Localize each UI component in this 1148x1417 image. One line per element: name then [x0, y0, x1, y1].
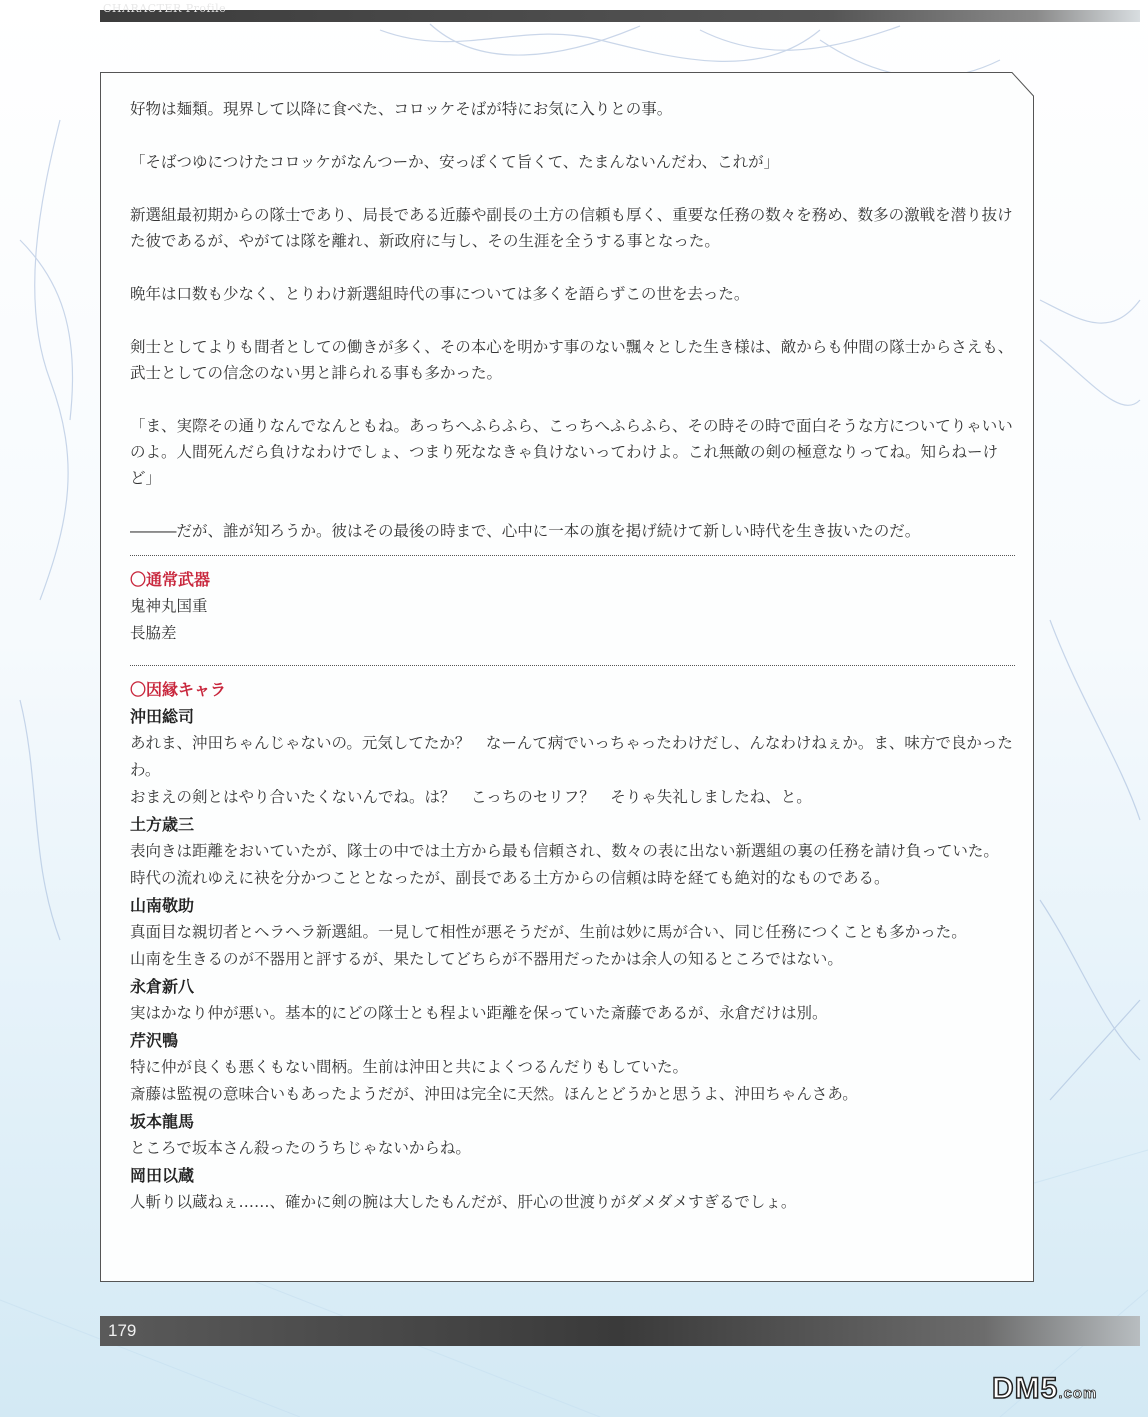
body-paragraph: ―――だが、誰が知ろうか。彼はその最後の時まで、心中に一本の旗を掲げ続けて新しい時代を生き抜いたのだ。 [130, 522, 921, 540]
character-text: 斎藤は監視の意味合いもあったようだが、沖田は完全に天然。ほんとどうかと思うよ、沖田ちゃんさあ。 [130, 1085, 858, 1103]
profile-content [130, 96, 1015, 1216]
body-paragraph: 新選組最初期からの隊士であり、局長である近藤や副長の土方の信頼も厚く、重要な任務の数々を務め、数多の激戦を潜り抜けた彼であるが、やがては隊を離れ、新政府に与し、その生涯を全うする事となった。 [130, 206, 1013, 250]
character-name: 土方歳三 [130, 815, 195, 834]
footer-bar [100, 1316, 1140, 1346]
weapon-item: 長脇差 [130, 624, 177, 642]
character-name: 山南敬助 [130, 896, 195, 915]
character-text: 表向きは距離をおいていたが、隊士の中では土方から最も信頼され、数々の表に出ない新選組の裏の任務を請け負っていた。 [130, 842, 999, 860]
watermark-text: DM5 [992, 1372, 1059, 1405]
character-name: 芹沢鴨 [130, 1031, 179, 1050]
character-name: 永倉新八 [130, 977, 195, 996]
dotted-divider [130, 665, 1015, 666]
site-watermark [992, 1372, 1097, 1411]
page-number: 179 [108, 1321, 137, 1340]
character-text: 特に仲が良くも悪くもない間柄。生前は沖田と共によくつるんだりもしていた。 [130, 1058, 689, 1076]
character-name: 坂本龍馬 [130, 1112, 195, 1131]
section-label: CHARACTER Profile [103, 3, 227, 13]
character-text: 時代の流れゆえに袂を分かつこととなったが、副長である土方からの信頼は時を経ても絶対的なものである。 [130, 869, 890, 887]
weapons-heading: 〇通常武器 [130, 570, 211, 589]
character-name: 岡田以蔵 [130, 1166, 195, 1185]
weapon-item: 鬼神丸国重 [130, 597, 208, 615]
character-text: 真面目な親切者とヘラヘラ新選組。一見して相性が悪そうだが、生前は妙に馬が合い、同じ任務につくことも多かった。 [130, 923, 967, 941]
relations-heading: 〇因縁キャラ [130, 680, 227, 699]
character-text: ところで坂本さん殺ったのうちじゃないからね。 [130, 1139, 471, 1157]
body-paragraph: 「そばつゆにつけたコロッケがなんつーか、安っぽくて旨くて、たまんないんだわ、これが」 [130, 153, 780, 171]
body-paragraph: 「ま、実際その通りなんでなんともね。あっちへふらふら、こっちへふらふら、その時その時で面白そうな方についてりゃいいのよ。人間死んだら負けなわけでしょ、つまり死ななきゃ負けないってわけよ。これ無敵の剣の極意なりってね。知らねーけど」 [130, 417, 1013, 487]
watermark-suffix: .com [1058, 1385, 1098, 1402]
character-text: おまえの剣とはやり合いたくないんでね。は？ こっちのセリフ？ そりゃ失礼しましたね、と。 [130, 788, 812, 806]
character-text: あれま、沖田ちゃんじゃないの。元気してたか？ なーんて病でいっちゃったわけだし、んなわけねぇか。ま、味方で良かったわ。 [130, 734, 1013, 779]
character-text: 人斬り以蔵ねぇ……、確かに剣の腕は大したもんだが、肝心の世渡りがダメダメすぎるでしょ。 [130, 1193, 797, 1211]
dotted-divider [130, 555, 1015, 556]
character-name: 沖田総司 [130, 707, 195, 726]
body-paragraph: 剣士としてよりも間者としての働きが多く、その本心を明かす事のない飄々とした生き様は、敵からも仲間の隊士からさえも、武士としての信念のない男と誹られる事も多かった。 [130, 338, 1014, 382]
header-bar [100, 10, 1140, 22]
character-text: 山南を生きるのが不器用と評するが、果たしてどちらが不器用だったかは余人の知るところではない。 [130, 950, 843, 968]
character-text: 実はかなり仲が悪い。基本的にどの隊士とも程よい距離を保っていた斎藤であるが、永倉だけは別。 [130, 1004, 828, 1022]
body-paragraph: 晩年は口数も少なく、とりわけ新選組時代の事については多くを語らずこの世を去った。 [130, 285, 750, 303]
body-paragraph: 好物は麺類。現界して以降に食べた、コロッケそばが特にお気に入りとの事。 [130, 100, 673, 118]
